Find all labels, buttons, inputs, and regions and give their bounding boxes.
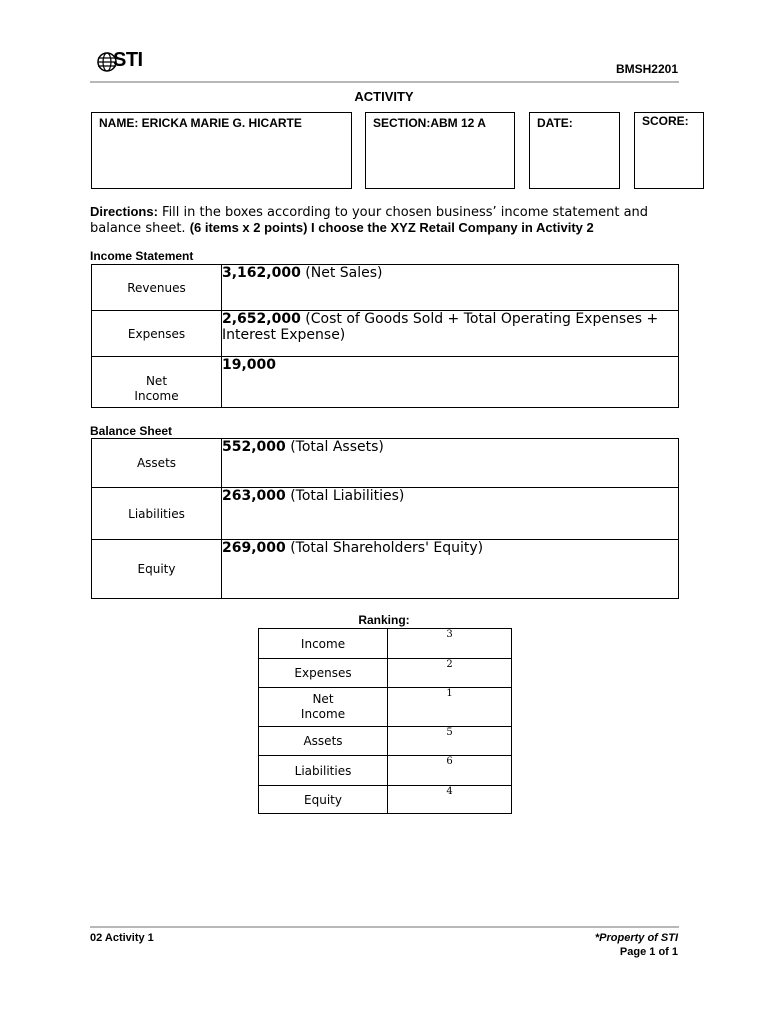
answer-note: (Total Shareholders' Equity) <box>285 540 484 556</box>
balance-sheet-table <box>91 438 679 599</box>
table-row <box>259 629 512 659</box>
table-row <box>92 540 679 599</box>
date-box[interactable] <box>529 112 620 189</box>
answer-cell[interactable] <box>222 488 679 540</box>
rank-label <box>259 688 388 727</box>
table-row <box>259 659 512 688</box>
answer-note: (Cost of Goods Sold + Total Operating Expenses + Interest Expense) <box>222 311 659 343</box>
row-label: Liabilities <box>92 488 222 540</box>
section-label: SECTION:ABM 12 A <box>373 116 486 130</box>
answer-value: 263,000 <box>222 488 286 504</box>
rank-value[interactable]: 1 <box>388 688 512 727</box>
logo-wordmark: STI <box>113 49 143 71</box>
answer-cell[interactable] <box>222 540 679 599</box>
table-row <box>92 488 679 540</box>
footer-property: *Property of STI <box>594 932 678 944</box>
section-box[interactable] <box>365 112 515 189</box>
name-label: NAME: ERICKA MARIE G. HICARTE <box>99 116 302 130</box>
answer-value: 269,000 <box>222 540 286 556</box>
ranking-table <box>258 628 512 814</box>
answer-value: 2,652,000 <box>222 311 301 327</box>
rank-label: Income <box>259 629 388 659</box>
answer-note: (Total Assets) <box>285 439 384 455</box>
row-label-text: Net Income <box>134 374 179 403</box>
income-statement-title: Income Statement <box>90 249 194 263</box>
rank-label-text: Net Income <box>300 692 346 721</box>
row-label: Revenues <box>92 265 222 311</box>
answer-cell[interactable] <box>222 439 679 488</box>
row-label <box>92 357 222 408</box>
rank-value[interactable]: 3 <box>388 629 512 659</box>
rank-value[interactable]: 2 <box>388 659 512 688</box>
table-row <box>259 688 512 727</box>
table-row <box>92 357 679 408</box>
answer-cell[interactable] <box>222 311 679 357</box>
table-row <box>259 786 512 814</box>
footer-page-number: Page 1 of 1 <box>619 946 678 958</box>
score-box[interactable] <box>634 112 704 189</box>
rank-label: Assets <box>259 727 388 756</box>
score-label: SCORE: <box>642 114 689 128</box>
row-label: Equity <box>92 540 222 599</box>
footer-activity: 02 Activity 1 <box>90 932 154 944</box>
date-label: DATE: <box>537 116 573 130</box>
rank-label: Liabilities <box>259 756 388 786</box>
rank-value[interactable]: 5 <box>388 727 512 756</box>
table-row <box>92 311 679 357</box>
answer-cell[interactable] <box>222 265 679 311</box>
header-divider <box>90 81 679 83</box>
table-row <box>92 265 679 311</box>
rank-label: Equity <box>259 786 388 814</box>
answer-note: (Net Sales) <box>300 265 383 281</box>
rank-value[interactable]: 6 <box>388 756 512 786</box>
directions <box>90 204 690 236</box>
directions-lead: Directions: <box>90 204 158 219</box>
table-row <box>259 727 512 756</box>
income-statement-table <box>91 264 679 408</box>
name-box[interactable] <box>91 112 352 189</box>
page-title: ACTIVITY <box>354 89 414 104</box>
answer-note: (Total Liabilities) <box>285 488 405 504</box>
answer-value: 552,000 <box>222 439 286 455</box>
answer-value: 19,000 <box>222 357 277 373</box>
course-code: BMSH2201 <box>615 62 678 76</box>
balance-sheet-title: Balance Sheet <box>90 424 173 438</box>
ranking-title: Ranking: <box>358 613 410 627</box>
directions-emphasis: (6 items x 2 points) I choose the XYZ Retail Company in Activity 2 <box>189 220 594 235</box>
row-label: Assets <box>92 439 222 488</box>
row-label: Expenses <box>92 311 222 357</box>
table-row <box>259 756 512 786</box>
answer-cell[interactable] <box>222 357 679 408</box>
answer-value: 3,162,000 <box>222 265 301 281</box>
footer-divider <box>90 926 679 928</box>
table-row <box>92 439 679 488</box>
rank-value[interactable]: 4 <box>388 786 512 814</box>
directions-text: Fill in the boxes according to your chosen business’ income statement and balance sheet. <box>90 205 649 236</box>
rank-label: Expenses <box>259 659 388 688</box>
